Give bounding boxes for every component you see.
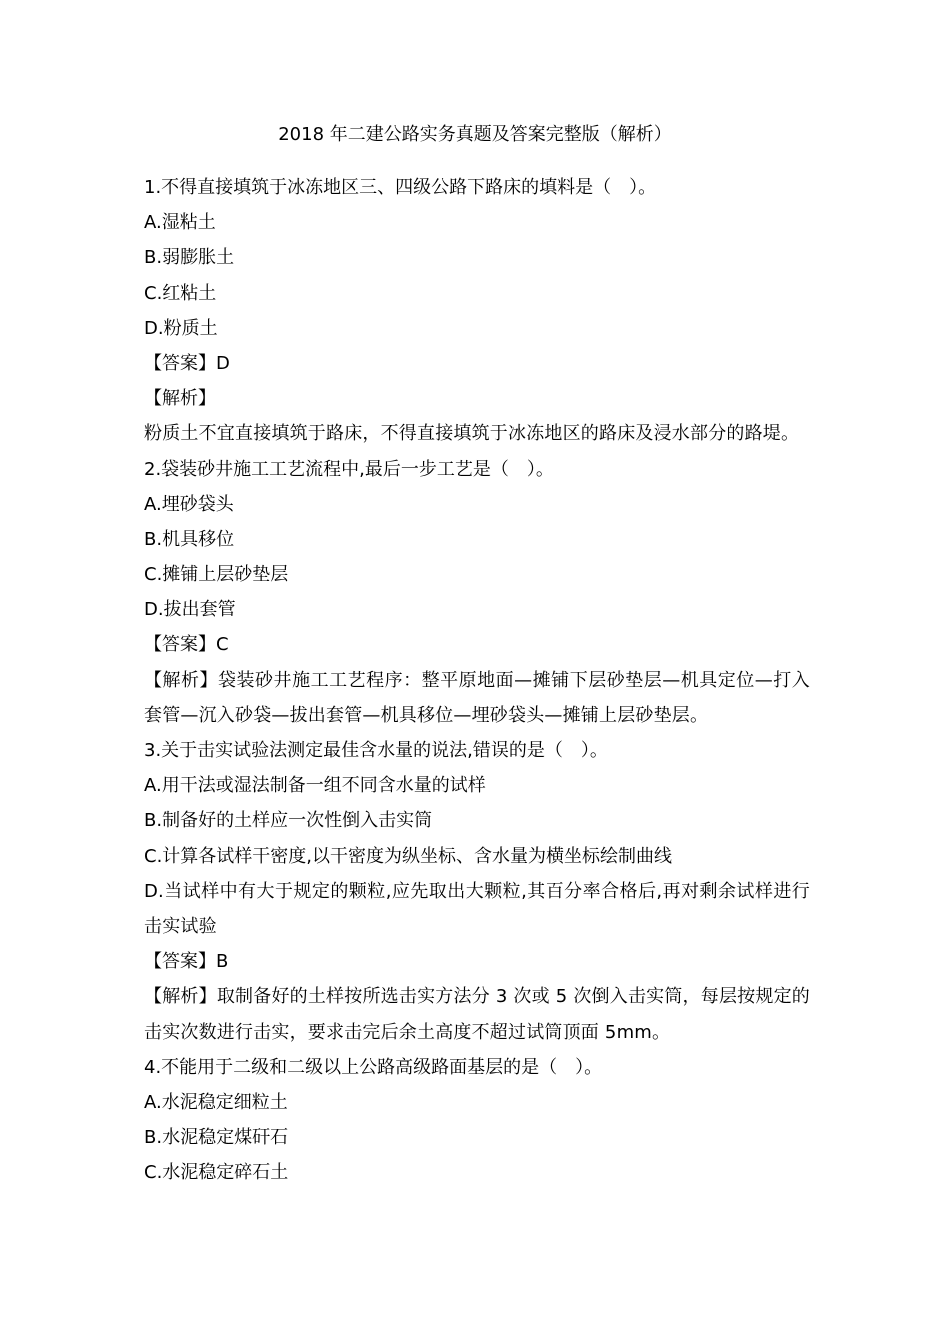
question-1-stem: 1.不得直接填筑于冰冻地区三、四级公路下路床的填料是（ ）。	[144, 177, 657, 198]
document-body	[144, 170, 810, 1191]
question-2-option-d: D.拔出套管	[144, 599, 236, 621]
question-1-analysis: 粉质土不宜直接填筑于路床，不得直接填筑于冰冻地区的路床及浸水部分的路堤。	[144, 423, 800, 445]
question-1-option-c: C.红粘土	[144, 282, 217, 304]
question-2-option-c: C.摊铺上层砂垫层	[144, 564, 289, 586]
question-1-option-a: A.湿粘土	[144, 212, 216, 234]
question-3-stem: 3.关于击实试验法测定最佳含水量的说法,错误的是（ ）。	[144, 740, 608, 762]
question-3-option-c: C.计算各试样干密度,以干密度为纵坐标、含水量为横坐标绘制曲线	[144, 845, 673, 867]
question-2-option-b: B.机具移位	[144, 528, 235, 550]
question-2-stem: 2.袋装砂井施工工艺流程中,最后一步工艺是（ ）。	[144, 458, 554, 480]
question-1-option-d: D.粉质土	[144, 317, 218, 339]
question-1-option-b: B.弱膨胀土	[144, 247, 235, 269]
question-3-option-a: A.用干法或湿法制备一组不同含水量的试样	[144, 775, 486, 797]
question-3-option-b: B.制备好的土样应一次性倒入击实筒	[144, 810, 433, 832]
question-4-option-b: B.水泥稳定煤矸石	[144, 1127, 289, 1149]
question-2-analysis: 【解析】袋装砂井施工工艺程序：整平原地面—摊铺下层砂垫层—机具定位—打入套管—沉入砂袋—拔出套管—机具移位—埋砂袋头—摊铺上层砂垫层。	[144, 669, 810, 726]
question-4-option-a: A.水泥稳定细粒土	[144, 1091, 288, 1113]
question-4-stem: 4.不能用于二级和二级以上公路高级路面基层的是（ ）。	[144, 1056, 603, 1078]
question-3-analysis: 【解析】取制备好的土样按所选击实方法分 3 次或 5 次倒入击实筒，每层按规定的击实次数进行击实，要求击完后余土高度不超过试筒顶面 5mm。	[144, 986, 810, 1043]
question-2-answer: 【答案】C	[144, 634, 229, 656]
question-3-answer: 【答案】B	[144, 951, 229, 973]
question-1-answer: 【答案】D	[144, 352, 230, 374]
question-1-analysis-heading: 【解析】	[144, 388, 216, 410]
question-4-option-c: C.水泥稳定碎石土	[144, 1162, 289, 1184]
document-title: 2018 年二建公路实务真题及答案完整版（解析）	[278, 124, 672, 145]
question-2-option-a: A.埋砂袋头	[144, 493, 234, 515]
question-3-option-d: D.当试样中有大于规定的颗粒,应先取出大颗粒,其百分率合格后,再对剩余试样进行击实试验	[144, 880, 810, 937]
